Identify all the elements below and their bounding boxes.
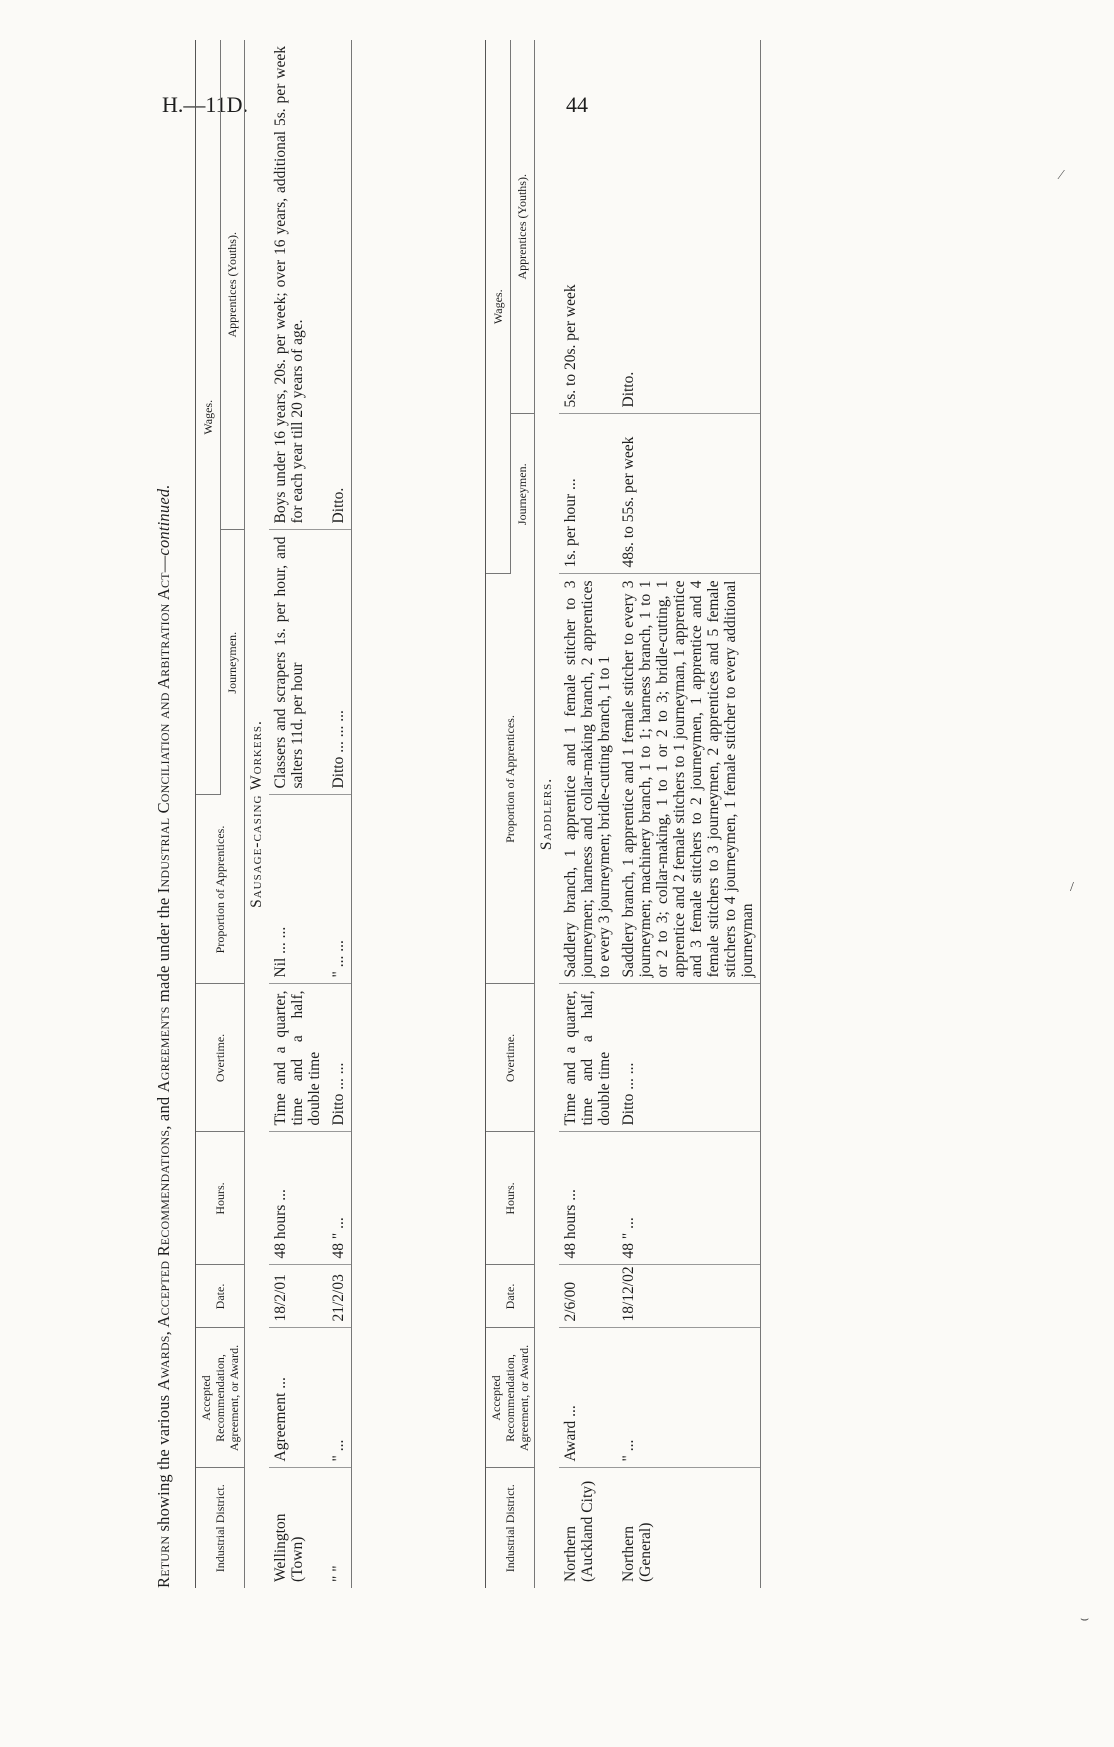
col-journeymen: Journeymen. [510, 414, 535, 574]
col-proportion: Proportion of Apprentices. [196, 795, 245, 984]
return-title: Return showing the various Awards, Accepted Recommendations, and Agreements made under the Industrial Conciliation and Arbitration Act—continued. [154, 484, 173, 1588]
col-wages: Wages. [196, 40, 221, 795]
apprentices-cell: 5s. to 20s. per week [559, 40, 617, 414]
col-overtime: Overtime. [196, 984, 245, 1132]
overtime-cell: Ditto ... ... [617, 984, 761, 1132]
kind-cell: " ... [617, 1328, 761, 1468]
hours-cell: 48 hours ... [559, 1132, 617, 1265]
document-code: H.—11D. [162, 92, 248, 117]
table-row [269, 40, 327, 1588]
kind-cell: " ... [327, 1328, 352, 1468]
date-cell: 18/12/02 [617, 1265, 761, 1328]
col-industrial-district: Industrial District. [486, 1468, 535, 1588]
table-row [617, 40, 761, 1588]
col-accepted: Accepted Recommendation, Agreement, or Award. [196, 1328, 245, 1468]
apprentices-cell: Ditto. [617, 40, 761, 414]
date-cell: 2/6/00 [559, 1265, 617, 1328]
col-accepted: Accepted Recommendation, Agreement, or Award. [486, 1328, 535, 1468]
district-cell: Northern (Auckland City) [562, 1480, 596, 1582]
scan-mark: / [1070, 880, 1074, 895]
proportion-cell: Saddlery branch, 1 apprentice and 1 female stitcher to 3 journeymen; harness and collar-making branch, 2 apprentices to every 3 journeymen; bridle-cutting branch, 1 to 1 [559, 574, 617, 984]
district-cell: " " [327, 1468, 352, 1588]
kind-cell: Award ... [559, 1328, 617, 1468]
section-sausage-casing: Sausage-casing Workers. [248, 720, 265, 908]
col-wages: Wages. [486, 40, 511, 574]
district-cell: Northern (General) [617, 1468, 761, 1588]
page-number: 44 [566, 92, 588, 117]
journeymen-cell: 1s. per hour ... [559, 414, 617, 574]
col-hours: Hours. [486, 1132, 535, 1265]
date-cell: 21/2/03 [327, 1265, 352, 1328]
proportion-cell: Nil ... ... [269, 795, 327, 984]
hours-cell: 48 hours ... [269, 1132, 327, 1265]
journeymen-cell: Classers and scrapers 1s. per hour, and salters 11d. per hour [269, 530, 327, 795]
col-proportion: Proportion of Apprentices. [486, 574, 535, 984]
table-row [559, 40, 617, 1588]
apprentices-cell: Ditto. [327, 40, 352, 530]
proportion-cell: " ... ... [327, 795, 352, 984]
overtime-cell: Ditto ... ... [327, 984, 352, 1132]
proportion-cell: Saddlery branch, 1 apprentice and 1 female stitcher to every 3 journeymen; machinery branch, 1 to 1; harness branch, 1 to 1 or 2 to 3; collar-making, 1 to 1 or 2 to 3; bridle-cutting, 1 apprentice and 2 female stitchers to 1 journeyman, 1 apprentice and 3 female stitchers to 2 journeymen, 1 apprentice and 4 female stitchers to 3 journeymen, 2 apprentices and 5 female stitchers to 4 journeymen, 1 female stitcher to every additional journeyman [617, 574, 761, 984]
col-apprentices: Apprentices (Youths). [220, 40, 245, 530]
saddlers-table [485, 40, 761, 1588]
hours-cell: 48 " ... [617, 1132, 761, 1265]
hours-cell: 48 " ... [327, 1132, 352, 1265]
col-hours: Hours. [196, 1132, 245, 1265]
col-date: Date. [486, 1265, 535, 1328]
district-cell: Wellington (Town) [272, 1513, 306, 1582]
col-overtime: Overtime. [486, 984, 535, 1132]
overtime-cell: Time and a quarter, time and a half, double time [269, 984, 327, 1132]
apprentices-cell: Boys under 16 years, 20s. per week; over 16 years, additional 5s. per week for each year till 20 years of age. [269, 40, 327, 530]
kind-cell: Agreement ... [269, 1328, 327, 1468]
date-cell: 18/2/01 [269, 1265, 327, 1328]
journeymen-cell: Ditto ... ... ... [327, 530, 352, 795]
sausage-casing-table [195, 40, 352, 1588]
overtime-cell: Time and a quarter, time and a half, double time [559, 984, 617, 1132]
table-row [327, 40, 352, 1588]
col-industrial-district: Industrial District. [196, 1468, 245, 1588]
col-apprentices: Apprentices (Youths). [510, 40, 535, 414]
col-date: Date. [196, 1265, 245, 1328]
scan-mark: ⌣ [1080, 1612, 1090, 1627]
section-saddlers: Saddlers. [538, 777, 555, 851]
rotated-return-table [155, 40, 1035, 1588]
journeymen-cell: 48s. to 55s. per week [617, 414, 761, 574]
col-journeymen: Journeymen. [220, 530, 245, 795]
scan-mark: ⁄ [1060, 168, 1063, 183]
